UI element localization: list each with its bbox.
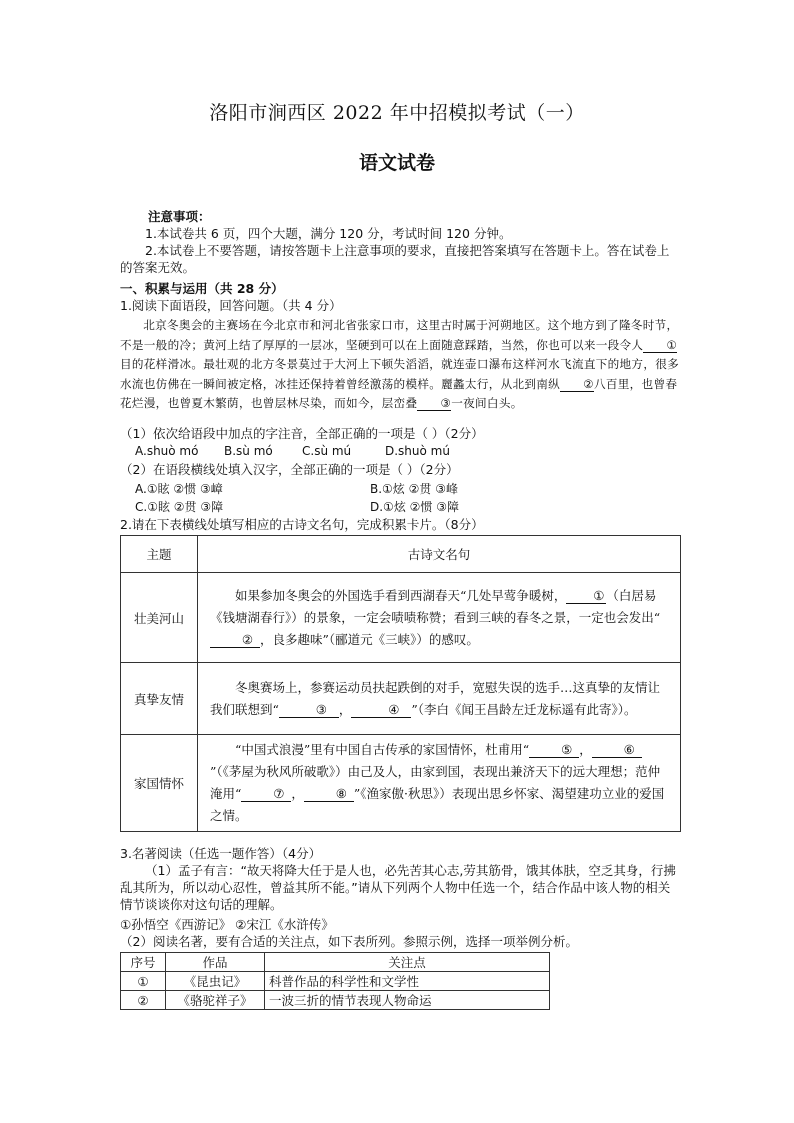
table-row: [121, 991, 550, 1010]
table-header-row: [121, 536, 681, 573]
question-3-1: （1）孟子有言：“故天将降大任于是人也，必先苦其心志,劳其筋骨，饿其体肤，空乏其身，行拂乱其所为，所以动心忍性，曾益其所不能。”请从下列两个人物中任选一个，结合作品中该人物的相关情节谈谈你对这句话的理解。: [120, 863, 676, 912]
poem-blank-8: ⑧: [304, 787, 354, 802]
table-row: [121, 972, 550, 991]
notice-item-2: 2.本试卷上不要答题，请按答题卡上注意事项的要求，直接把答案填写在答题卡上。答在试卷上的答案无效。: [120, 243, 670, 275]
row-content: 如果参加冬奥会的外国选手看到西湖春天“几处早莺争暖树， ① （白居易《钱塘湖春行》）的景象，一定会啧啧称赞；看到三峡的春冬之景，一定也会发出“② ，良多趣味”（郦道元《三峡》）的感叹。: [198, 573, 681, 663]
col-theme: 主题: [121, 536, 198, 573]
cell-focus: 一波三折的情节表现人物命运: [265, 991, 550, 1010]
row-theme: 壮美河山: [121, 573, 198, 663]
poem-blank-3: ③: [279, 703, 339, 718]
col-focus: 关注点: [265, 953, 550, 972]
passage-blank-1: ①: [643, 338, 677, 353]
poem-blank-5: ⑤: [529, 743, 579, 758]
table-header-row: [121, 953, 550, 972]
q1-1-option-a: A.shuò mó: [135, 444, 199, 458]
exam-title: 洛阳市涧西区 2022 年中招模拟考试（一）: [209, 102, 585, 124]
poem-blank-1: ①: [566, 589, 606, 604]
poem-blank-6: ⑥: [592, 743, 642, 758]
table-row: [121, 735, 681, 832]
col-index: 序号: [121, 953, 166, 972]
row-content: 冬奥赛场上，参赛运动员扶起跌倒的对手，宽慰失误的选手…这真挚的友情让我们联想到“ ③ ， ④ ”（李白《闻王昌龄左迁龙标遥有此寄》）。: [198, 663, 681, 735]
q1-1-option-b: B.sù mó: [224, 444, 273, 458]
poem-blank-4: ④: [351, 703, 411, 718]
col-work: 作品: [166, 953, 265, 972]
q1-1-option-c: C.sù mú: [302, 444, 352, 458]
cell-work: 《骆驼祥子》: [166, 991, 265, 1010]
question-3-stem: 3.名著阅读（任选一题作答）（4分）: [120, 846, 322, 861]
question-2-stem: 2.请在下表横线处填写相应的古诗文名句，完成积累卡片。（8分）: [120, 517, 484, 532]
q1-2-option-a: A.①眩 ②惯 ③嶂: [135, 482, 223, 496]
q1-2-option-b: B.①炫 ②贯 ③峰: [370, 482, 458, 496]
row-theme: 真挚友情: [121, 663, 198, 735]
cell-work: 《昆虫记》: [166, 972, 265, 991]
row-theme: 家国情怀: [121, 735, 198, 832]
exam-subtitle: 语文试卷: [358, 152, 435, 174]
q1-2-option-c: C.①眩 ②贯 ③障: [135, 500, 224, 514]
cell-focus: 科普作品的科学性和文学性: [265, 972, 550, 991]
col-poem: 古诗文名句: [198, 536, 681, 573]
section-1-heading: 一、积累与运用（共 28 分）: [120, 281, 284, 296]
question-3-choices: ①孙悟空《西游记》 ②宋江《水浒传》: [120, 917, 334, 932]
poem-card-table: [120, 535, 681, 832]
reading-passage: 北京冬奥会的主赛场在今北京市和河北省张家口市，这里古时属于河朔地区。这个地方到了隆冬时节，不是一般的冷；黄河上结了厚厚的一层冰，坚硬到可以在上面随意踩踏，当然，你也可以来一段令人 ①目的花样滑冰。最壮观的北方冬景莫过于大河上下顿失滔滔，就连壶口瀑布这样河水飞流直下的地方，很多水流也仿佛在一瞬间被定格，冰挂还保持着曾经激荡的模样。麗蠡太行，从北到南纵 ②八百里，也曾春花烂漫，也曾夏木繁荫，也曾层林尽染，而如今，层峦叠 ③一夜间白头。: [120, 318, 680, 410]
focus-points-table: [120, 952, 550, 1010]
q1-1-option-d: D.shuò mú: [385, 444, 450, 458]
row-content: “中国式浪漫”里有中国自古传承的家国情怀，杜甫用“ ⑤ ， ⑥”（《茅屋为秋风所破歌》）由己及人，由家到国，表现出兼济天下的远大理想；范仲淹用“ ⑦ ， ⑧ ”《渔家傲·秋思》）表现出思乡怀家、渴望建功立业的爱国之情。: [198, 735, 681, 832]
cell-index: ②: [121, 991, 166, 1010]
table-row: [121, 663, 681, 735]
q1-2-option-d: D.①炫 ②惯 ③障: [370, 500, 459, 514]
notice-item-1: 1.本试卷共 6 页，四个大题，满分 120 分，考试时间 120 分钟。: [145, 226, 512, 241]
poem-blank-7: ⑦: [241, 787, 291, 802]
notice-heading: 注意事项：: [148, 209, 211, 224]
question-1-1: （1）依次给语段中加点的字注音，全部正确的一项是（ ）（2分）: [120, 426, 484, 441]
question-1-2: （2）在语段横线处填入汉字，全部正确的一项是（ ）（2分）: [120, 462, 459, 477]
table-row: [121, 573, 681, 663]
cell-index: ①: [121, 972, 166, 991]
question-3-2: （2）阅读名著，要有合适的关注点，如下表所列。参照示例，选择一项举例分析。: [120, 934, 578, 949]
poem-blank-2: ②: [210, 633, 260, 648]
passage-blank-2: ②: [560, 377, 594, 392]
question-1-stem: 1.阅读下面语段，回答问题。（共 4 分）: [120, 298, 342, 313]
passage-blank-3: ③: [417, 396, 451, 411]
